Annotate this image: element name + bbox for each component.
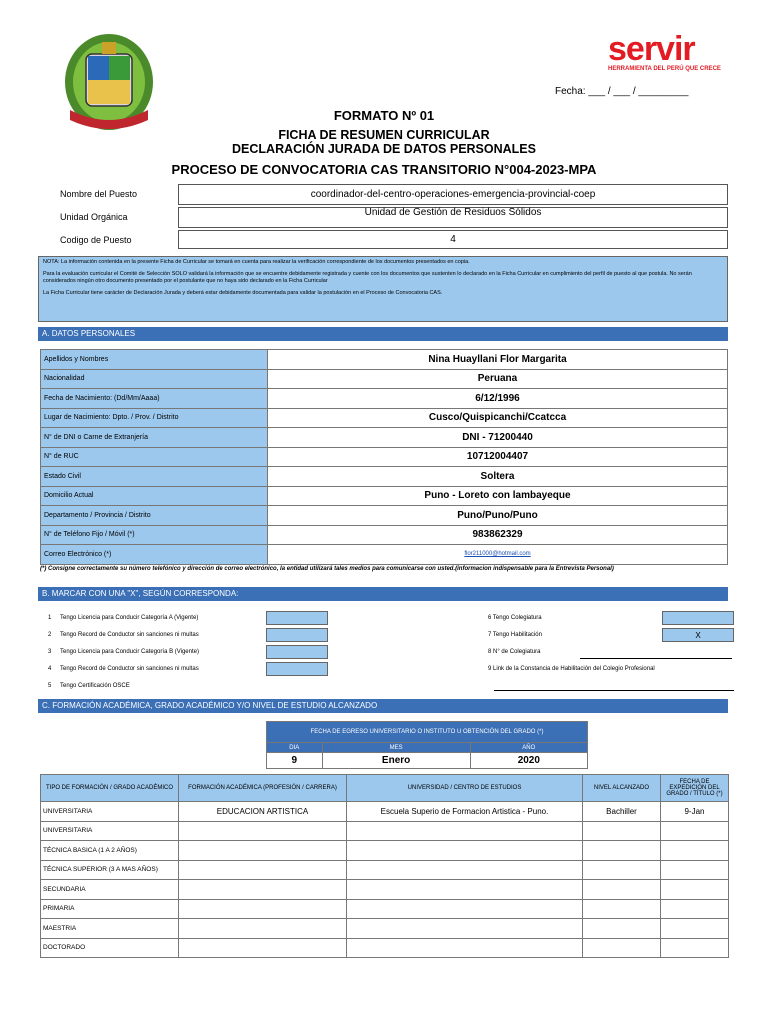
- checklist-mark-box[interactable]: [266, 662, 328, 676]
- formation-cell[interactable]: [661, 919, 729, 939]
- personal-data-value[interactable]: 6/12/1996: [268, 389, 728, 409]
- personal-data-value[interactable]: 983862329: [268, 525, 728, 545]
- formation-cell[interactable]: [583, 919, 661, 939]
- checklist-number: 4: [48, 666, 52, 672]
- personal-data-value[interactable]: Soltera: [268, 467, 728, 487]
- personal-data-row: [41, 525, 728, 545]
- formation-cell[interactable]: Escuela Superio de Formacion Artistica - Puno.: [347, 802, 583, 822]
- note-paragraph-3: La Ficha Curricular tiene carácter de Declaración Jurada y deberá estar debidamente documentada para validar la postulación en el Proceso de Convocatoria CAS.: [43, 290, 443, 296]
- personal-data-label: Fecha de Nacimiento: (Dd/Mm/Aaaa): [41, 389, 268, 409]
- checklist-label: 9 Link de la Constancia de Habilitación del Colegio Profesional: [488, 666, 655, 672]
- formation-type-label: TÉCNICA BASICA (1 A 2 AÑOS): [41, 841, 179, 861]
- checklist-label: 6 Tengo Colegiatura: [488, 615, 542, 621]
- personal-data-row: [41, 447, 728, 467]
- colegiatura-number-field[interactable]: [580, 658, 732, 659]
- section-a-header: A. DATOS PERSONALES: [38, 327, 728, 341]
- formation-row: [41, 860, 729, 880]
- formation-cell[interactable]: [583, 880, 661, 900]
- checklist-label: 7 Tengo Habilitación: [488, 632, 542, 638]
- personal-data-label: N° de DNI o Carne de Extranjería: [41, 428, 268, 448]
- personal-data-label: Nacionalidad: [41, 369, 268, 389]
- formation-column-header: NIVEL ALCANZADO: [583, 775, 661, 802]
- formation-cell[interactable]: [179, 919, 347, 939]
- formation-cell[interactable]: [347, 860, 583, 880]
- formation-cell[interactable]: 9-Jan: [661, 802, 729, 822]
- formation-cell[interactable]: [583, 938, 661, 958]
- personal-data-value[interactable]: DNI - 71200440: [268, 428, 728, 448]
- personal-data-value[interactable]: 10712004407: [268, 447, 728, 467]
- graduation-date-value[interactable]: 2020: [470, 753, 587, 769]
- checklist-mark-box[interactable]: [266, 628, 328, 642]
- formation-cell[interactable]: [179, 821, 347, 841]
- personal-data-row: [41, 545, 728, 565]
- form-number: FORMATO Nº 01: [333, 108, 435, 123]
- personal-data-footnote: (*) Consigne correctamente su número telefónico y dirección de correo electrónico, la entidad utilizará tales medios para comunicarse con usted.(informacion indispensable para la Entrevista Personal): [40, 566, 614, 572]
- formation-cell[interactable]: [347, 938, 583, 958]
- formation-row: [41, 880, 729, 900]
- form-title: [0, 128, 768, 156]
- graduation-date-value[interactable]: 9: [267, 753, 323, 769]
- formation-column-header: FECHA DE EXPEDICIÓN DEL GRADO / TÍTULO (*): [661, 775, 729, 802]
- servir-logo: [608, 32, 740, 80]
- position-name-label: Nombre del Puesto: [60, 189, 138, 199]
- graduation-date-column: DIA: [267, 743, 323, 753]
- date-field[interactable]: Fecha: ___ / ___ / _________: [555, 86, 689, 97]
- checklist-number: 2: [48, 632, 52, 638]
- position-code-label: Codigo de Puesto: [60, 235, 132, 245]
- formation-cell[interactable]: EDUCACION ARTISTICA: [179, 802, 347, 822]
- formation-type-label: UNIVERSITARIA: [41, 821, 179, 841]
- checklist-label: Tengo Certificación OSCE: [60, 683, 130, 689]
- checklist-label: Tengo Licencia para Conducir Categoría B (Vigente): [60, 649, 199, 655]
- checklist-label: Tengo Record de Conductor sin sanciones ni multas: [60, 666, 199, 672]
- checklist-mark-box[interactable]: [662, 611, 734, 625]
- graduation-date-column: MES: [322, 743, 470, 753]
- personal-data-table: [40, 349, 728, 565]
- personal-data-label: Apellidos y Nombres: [41, 350, 268, 370]
- personal-data-label: Estado Civil: [41, 467, 268, 487]
- personal-data-row: [41, 389, 728, 409]
- formation-type-label: PRIMARIA: [41, 899, 179, 919]
- checklist-mark-box[interactable]: [266, 611, 328, 625]
- position-code-field[interactable]: 4: [178, 230, 728, 249]
- academic-formation-table: [40, 774, 729, 958]
- section-c-header: C. FORMACIÓN ACADÉMICA, GRADO ACADÉMICO Y/O NIVEL DE ESTUDIO ALCANZADO: [38, 699, 728, 713]
- formation-cell[interactable]: [661, 880, 729, 900]
- formation-cell[interactable]: [347, 841, 583, 861]
- formation-cell[interactable]: [347, 821, 583, 841]
- formation-type-label: UNIVERSITARIA: [41, 802, 179, 822]
- formation-cell[interactable]: [347, 919, 583, 939]
- formation-cell[interactable]: [179, 938, 347, 958]
- section-b-header: B. MARCAR CON UNA "X", SEGÚN CORRESPONDA:: [38, 587, 728, 601]
- formation-cell[interactable]: [661, 841, 729, 861]
- formation-cell[interactable]: [179, 860, 347, 880]
- graduation-date-column: AÑO: [470, 743, 587, 753]
- org-unit-label: Unidad Orgánica: [60, 212, 128, 222]
- personal-data-row: [41, 369, 728, 389]
- formation-cell[interactable]: [661, 938, 729, 958]
- formation-row: [41, 899, 729, 919]
- personal-data-label: Lugar de Nacimiento: Dpto. / Prov. / Distrito: [41, 408, 268, 428]
- personal-data-row: [41, 467, 728, 487]
- personal-data-row: [41, 350, 728, 370]
- personal-data-value[interactable]: Puno/Puno/Puno: [268, 506, 728, 526]
- checklist-label: Tengo Record de Conductor sin sanciones ni multas: [60, 632, 199, 638]
- formation-cell[interactable]: [583, 860, 661, 880]
- formation-type-label: DOCTORADO: [41, 938, 179, 958]
- formation-cell[interactable]: [347, 899, 583, 919]
- formation-row: [41, 821, 729, 841]
- checklist-number: 3: [48, 649, 52, 655]
- personal-data-row: [41, 506, 728, 526]
- formation-row: [41, 919, 729, 939]
- formation-cell[interactable]: [661, 821, 729, 841]
- formation-cell[interactable]: [583, 841, 661, 861]
- formation-row: [41, 938, 729, 958]
- checklist-mark-box[interactable]: [266, 645, 328, 659]
- personal-data-row: [41, 486, 728, 506]
- personal-data-value[interactable]: Nina Huayllani Flor Margarita: [268, 350, 728, 370]
- personal-data-value[interactable]: Cusco/Quispicanchi/Ccatcca: [268, 408, 728, 428]
- formation-column-header: TIPO DE FORMACIÓN / GRADO ACADÉMICO: [41, 775, 179, 802]
- checklist-number: 1: [48, 615, 52, 621]
- habilitation-link-field[interactable]: [494, 690, 734, 691]
- graduation-date-table: [266, 721, 588, 769]
- personal-data-value[interactable]: flor211000@hotmail.com: [268, 545, 728, 565]
- formation-row: [41, 802, 729, 822]
- graduation-date-value[interactable]: Enero: [322, 753, 470, 769]
- note-box: [38, 256, 728, 322]
- personal-data-value[interactable]: Peruana: [268, 369, 728, 389]
- formation-type-label: SECUNDARIA: [41, 880, 179, 900]
- personal-data-label: Correo Electrónico (*): [41, 545, 268, 565]
- formation-cell[interactable]: [583, 899, 661, 919]
- formation-cell[interactable]: Bachiller: [583, 802, 661, 822]
- personal-data-value[interactable]: Puno - Loreto con lambayeque: [268, 486, 728, 506]
- formation-column-header: UNIVERSIDAD / CENTRO DE ESTUDIOS: [347, 775, 583, 802]
- graduation-date-header: FECHA DE EGRESO UNIVERSITARIO O INSTITUTO U OBTENCIÓN DEL GRADO (*): [267, 722, 588, 743]
- form-title-line2: DECLARACIÓN JURADA DE DATOS PERSONALES: [232, 142, 536, 156]
- formation-cell[interactable]: [347, 880, 583, 900]
- form-title-line1: FICHA DE RESUMEN CURRICULAR: [278, 128, 490, 142]
- note-paragraph-2: Para la evaluación curricular el Comité de Selección SOLO validará la información que se encuentre debidamente registrada y cuente con los documentos que sustenten lo declarado en la Ficha Curricular en cumplimiento del perfil de puesto al que postula. No serán considerados ningún otro documento presentado por el postulante que no haya sido declarado en la Ficha Curricular: [43, 271, 692, 284]
- formation-cell[interactable]: [661, 860, 729, 880]
- personal-data-label: Departamento / Provincia / Distrito: [41, 506, 268, 526]
- org-unit-field[interactable]: Unidad de Gestión de Residuos Sólidos: [178, 207, 728, 228]
- position-name-field[interactable]: coordinador-del-centro-operaciones-emergencia-provincial-coep: [178, 184, 728, 205]
- checklist-label: Tengo Licencia para Conducir Categoría A (Vigente): [60, 615, 199, 621]
- note-paragraph-1: NOTA: La información contenida en la presente Ficha de Curricular se tomará en cuenta para realizar la verificación correspondiente de los documentos presentados en copia.: [43, 259, 470, 265]
- formation-type-label: TÉCNICA SUPERIOR (3 A MAS AÑOS): [41, 860, 179, 880]
- personal-data-label: N° de RUC: [41, 447, 268, 467]
- servir-tagline: HERRAMIENTA DEL PERÚ QUE CRECE: [608, 66, 721, 72]
- formation-cell[interactable]: [179, 841, 347, 861]
- formation-column-header: FORMACIÓN ACADÉMICA (PROFESIÓN / CARRERA): [179, 775, 347, 802]
- process-title: PROCESO DE CONVOCATORIA CAS TRANSITORIO N°004-2023-MPA: [171, 162, 597, 177]
- formation-cell[interactable]: [661, 899, 729, 919]
- personal-data-label: N° de Teléfono Fijo / Móvil (*): [41, 525, 268, 545]
- personal-data-row: [41, 408, 728, 428]
- checklist-mark-box[interactable]: X: [662, 628, 734, 642]
- personal-data-label: Domicilio Actual: [41, 486, 268, 506]
- personal-data-row: [41, 428, 728, 448]
- formation-row: [41, 841, 729, 861]
- servir-brand-name: servir: [608, 30, 695, 68]
- checklist-number: 5: [48, 683, 52, 689]
- formation-cell[interactable]: [583, 821, 661, 841]
- formation-cell[interactable]: [179, 880, 347, 900]
- formation-type-label: MAESTRIA: [41, 919, 179, 939]
- checklist-label: 8 N° de Colegiatura: [488, 649, 541, 655]
- formation-cell[interactable]: [179, 899, 347, 919]
